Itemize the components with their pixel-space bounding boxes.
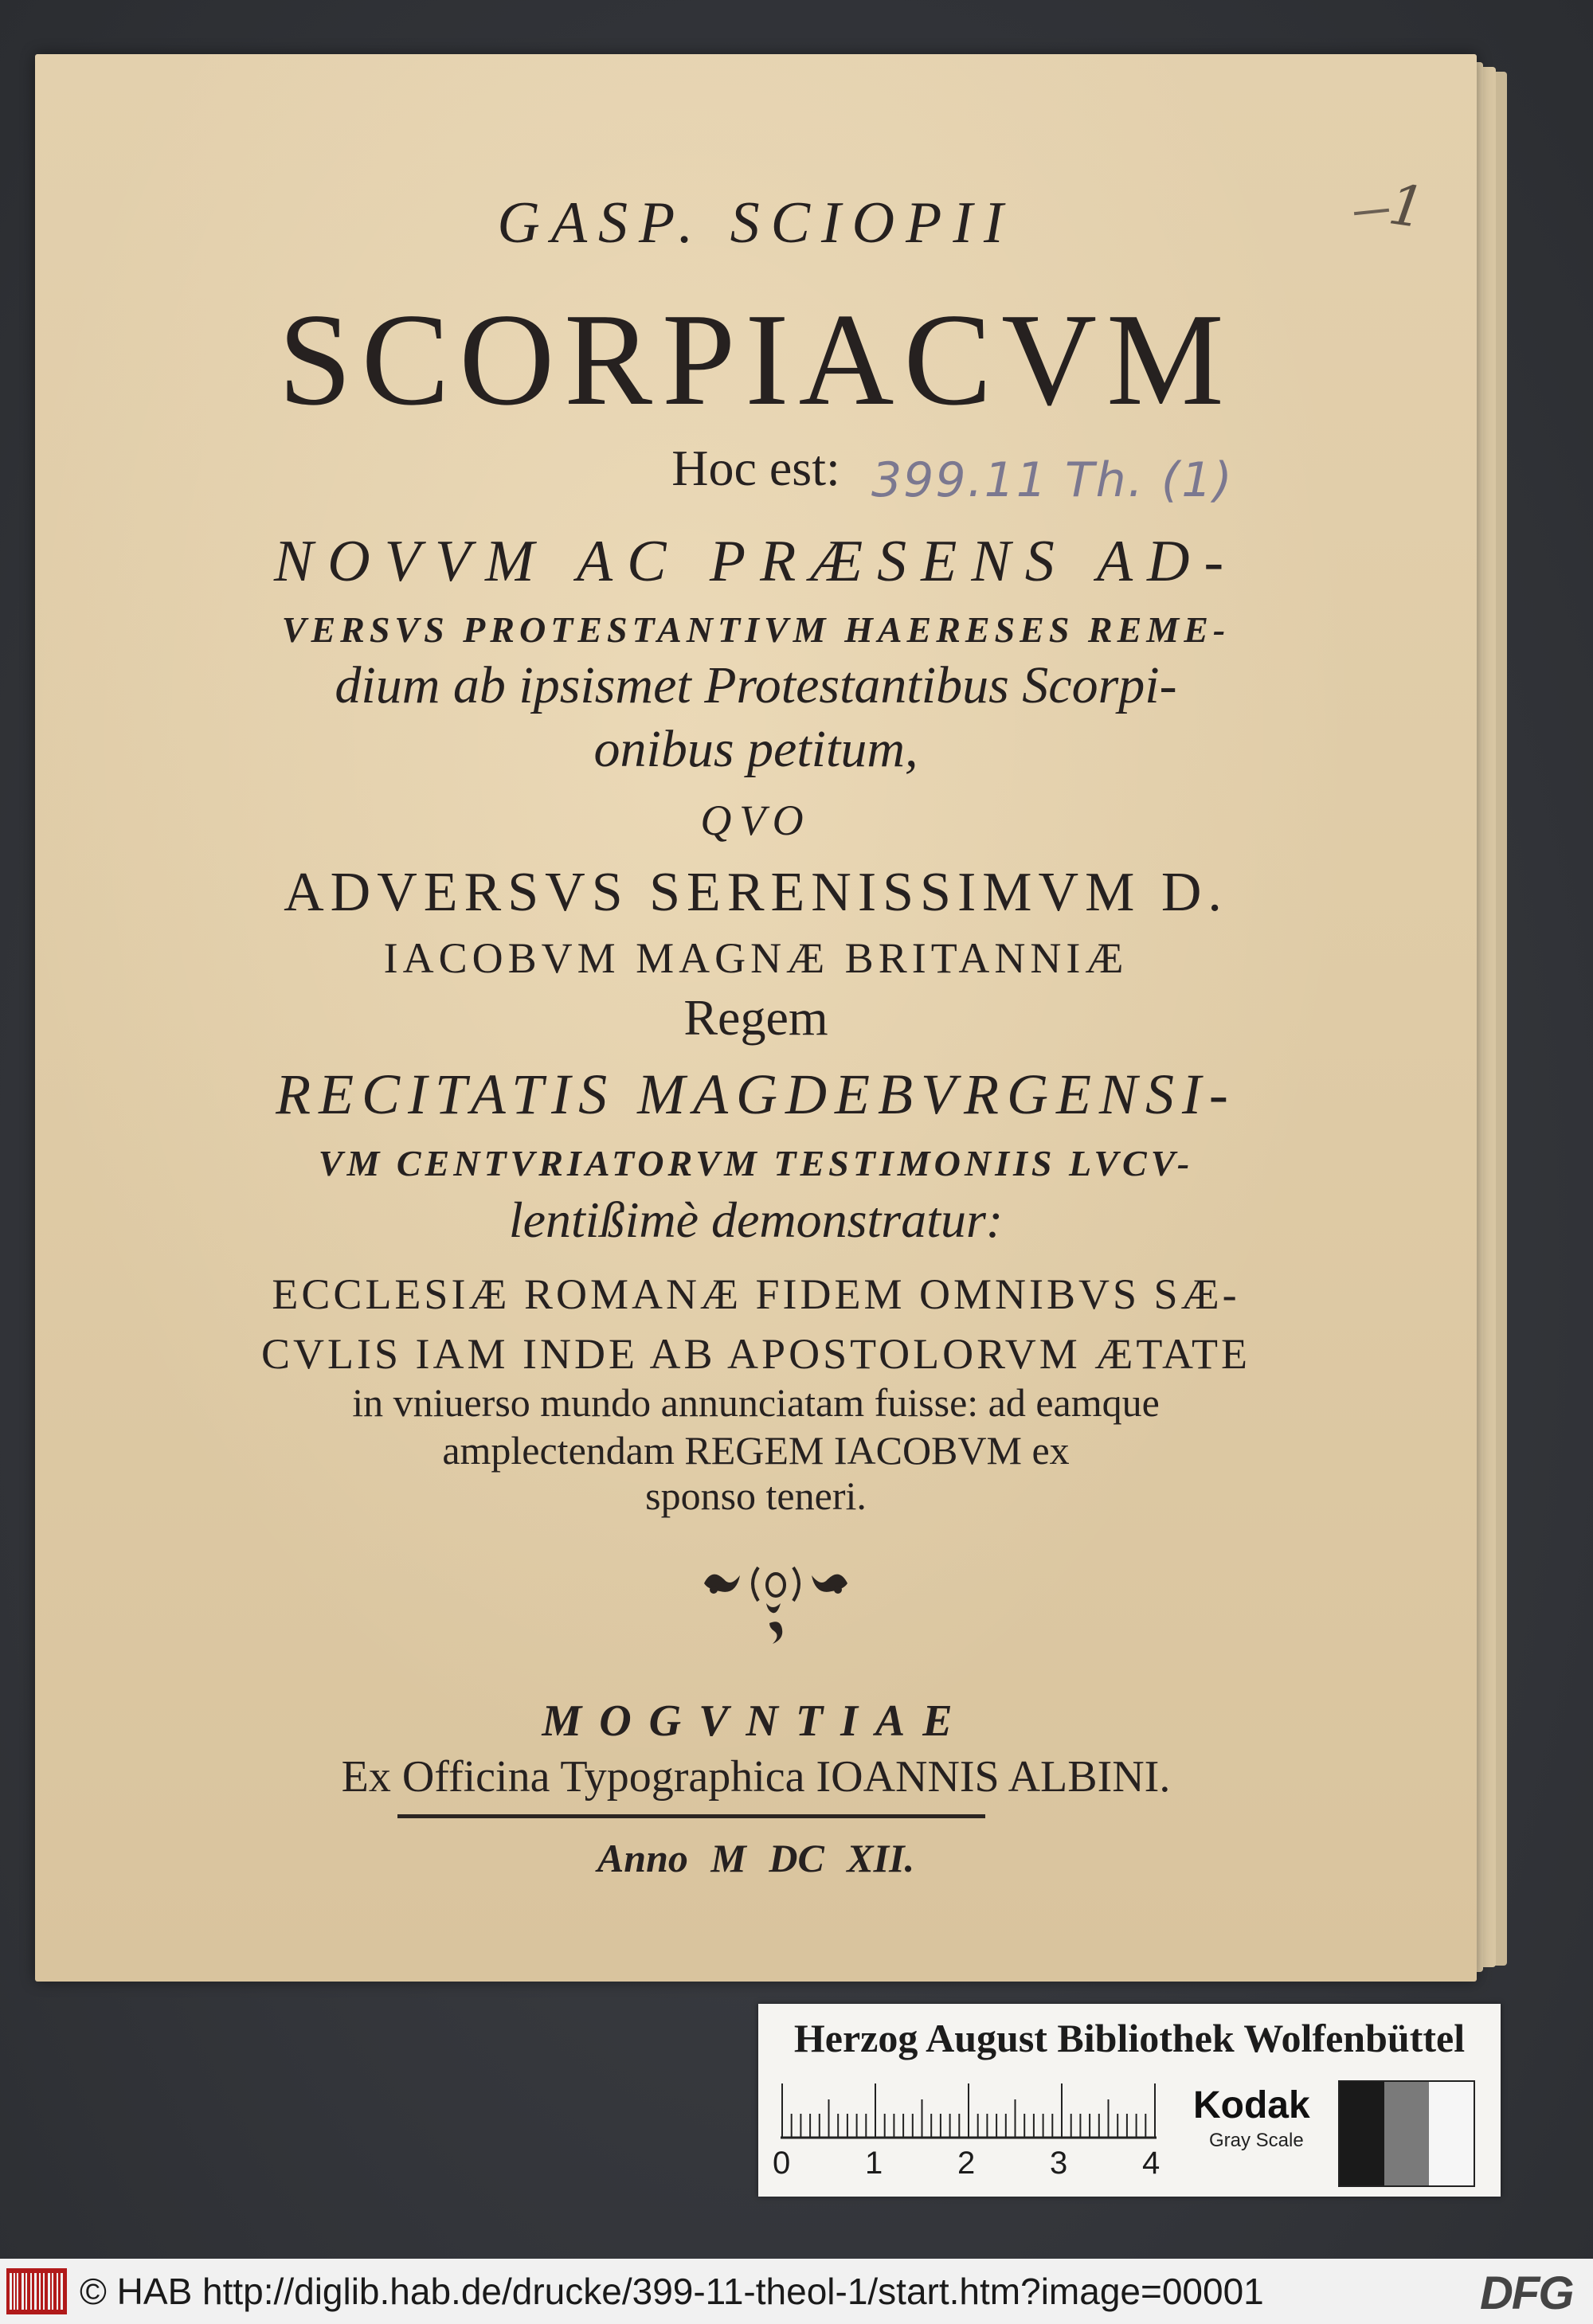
barcode-stripe [25,2273,27,2310]
subtitle-line-7: IACOBVM MAGNÆ BRITANNIÆ [383,934,1129,982]
subtitle-line-11: lentißimè demonstratur: [508,1191,1004,1248]
gray-scale-caption: Gray Scale [1209,2130,1304,2151]
imprint-place: MOGVNTIAE [542,1696,970,1746]
hoc-est-line: Hoc est: [671,440,840,496]
gray-patches [1338,2080,1475,2187]
gray-patch-mid [1384,2082,1429,2185]
book-title: SCORPIACVM [278,286,1234,432]
scale-number: 4 [1142,2146,1161,2181]
scale-number: 1 [865,2146,883,2181]
gray-patch-dark [1340,2082,1384,2185]
subtitle-line-12: ECCLESIÆ ROMANÆ FIDEM OMNIBVS SÆ- [272,1270,1240,1318]
subtitle-line-3: dium ab ipsismet Protestantibus Scorpi- [335,656,1177,714]
subtitle-line-8: Regem [683,989,828,1046]
scale-number: 0 [773,2146,791,2181]
shelfmark: 399.11 Th. (1) [871,452,1234,508]
folio-number: 1 [1384,171,1430,241]
subtitle-line-10: VM CENTVRIATORVM TESTIMONIIS LVCV- [318,1143,1194,1184]
title-page [35,54,1477,1982]
library-name: Herzog August Bibliothek Wolfenbüttel [793,2016,1466,2060]
horizontal-rule [397,1814,985,1818]
ruler-scale-icon [781,2083,1157,2139]
barcode-stripe [57,2273,58,2310]
barcode-stripe [10,2273,12,2310]
barcode-stripe [39,2273,41,2310]
barcode-stripe [52,2273,53,2310]
copyright-url[interactable]: © HAB http://diglib.hab.de/drucke/399-11-theol-1/start.htm?image=00001 [80,2271,1264,2312]
barcode-stripe [22,2273,24,2310]
imprint-year: Anno M DC XII. [597,1836,915,1880]
subtitle-line-16: sponso teneri. [645,1473,867,1518]
barcode-icon [6,2268,67,2314]
library-color-target [758,2004,1501,2197]
scale-number: 2 [957,2146,976,2181]
scale-numbers [773,2146,1171,2185]
footer-bar [0,2259,1593,2324]
subtitle-line-2: VERSVS PROTESTANTIVM HAERESES REME- [281,609,1231,650]
barcode-stripe [30,2273,32,2310]
subtitle-line-14: in vniuerso mundo annunciatam fuisse: ad eamque [352,1380,1160,1425]
imprint-printer: Ex Officina Typographica IOANNIS ALBINI. [341,1752,1171,1802]
subtitle-line-4: onibus petitum, [593,720,918,778]
subtitle-line-5: QVO [700,796,812,844]
barcode-stripe [48,2273,50,2310]
subtitle-line-1: NOVVM AC PRÆSENS AD- [273,529,1239,594]
gray-patch-light [1429,2082,1474,2185]
author-line: GASP. SCIOPII [497,190,1015,256]
barcode-stripe [61,2273,63,2310]
subtitle-line-13: CVLIS IAM INDE AB APOSTOLORVM ÆTATE [261,1330,1251,1378]
scale-number: 3 [1050,2146,1068,2181]
kodak-logo: Kodak [1193,2084,1310,2126]
barcode-stripe [14,2273,15,2310]
subtitle-line-9: RECITATIS MAGDEBVRGENSI- [276,1062,1236,1126]
barcode-stripe [17,2273,18,2310]
printer-ornament-icon [696,1543,855,1663]
subtitle-line-15: amplectendam REGEM IACOBVM ex [442,1428,1070,1473]
barcode-stripe [43,2273,45,2310]
dfg-logo: DFG [1480,2267,1573,2319]
subtitle-line-6: ADVERSVS SERENISSIMVM D. [284,862,1228,923]
barcode-stripe [34,2273,37,2310]
